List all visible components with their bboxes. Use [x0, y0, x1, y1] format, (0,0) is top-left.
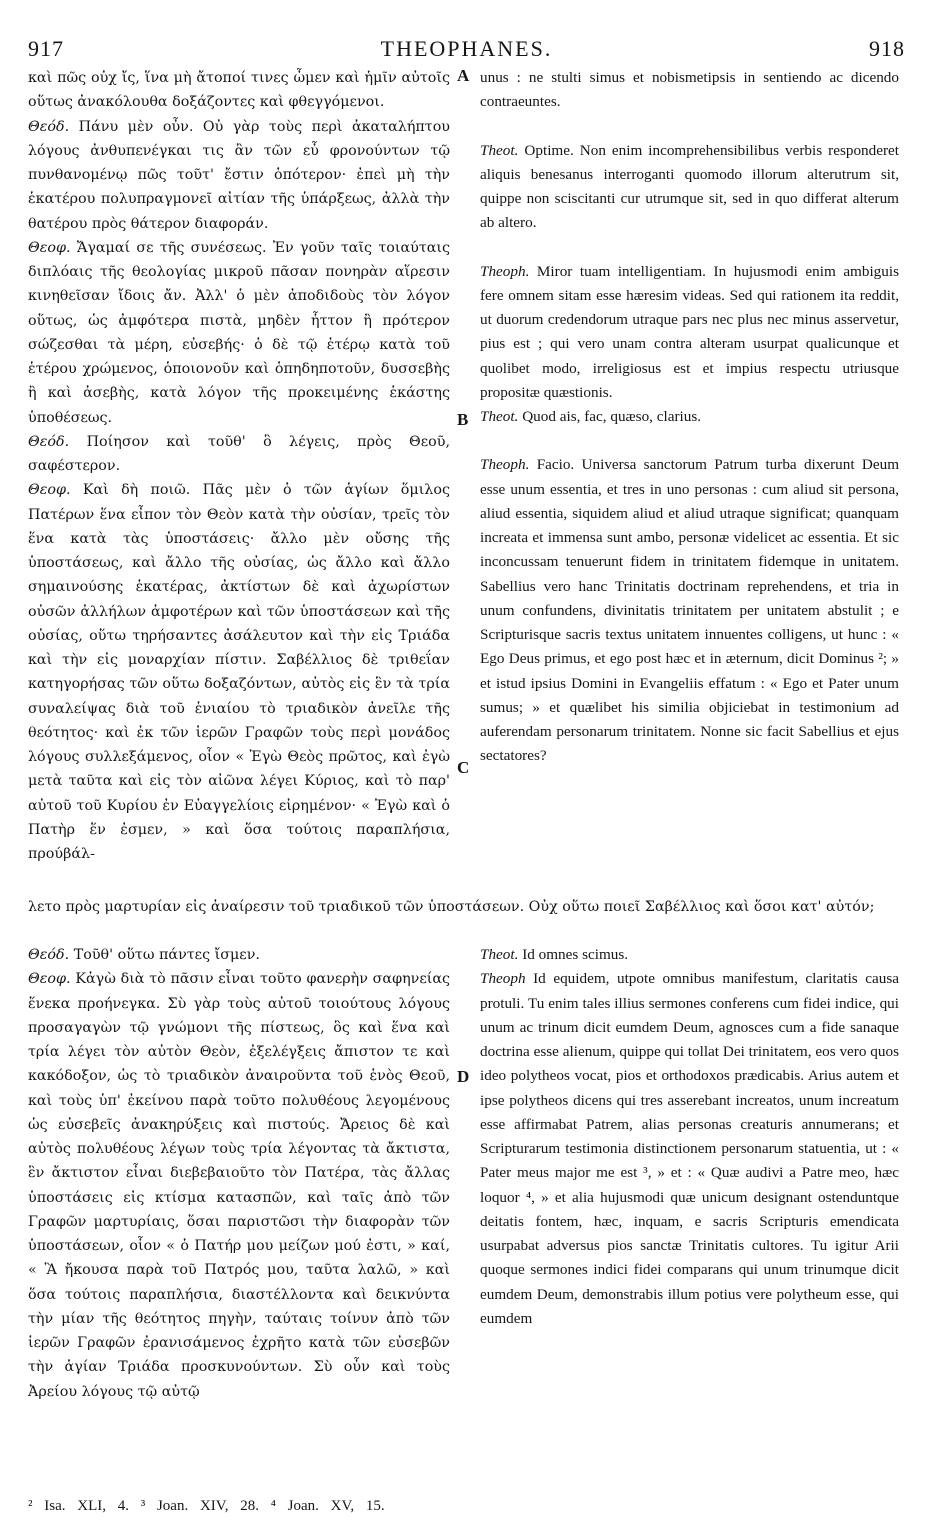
page-number-right: 918 [869, 36, 905, 61]
speaker-label: Theoph. [480, 262, 530, 280]
speaker-label: Θεόδ. [28, 433, 70, 450]
latin-paragraph: Id equidem, utpote omnibus manifestum, claritatis causa protuli. Tu enim tales illius sermones conferens cum fidei indice, qui unum ac trinum dicit eumdem Deum, agnosces cum a fide sanaque doctrina esse alienum, quippe qui tollat Dei trinitatem, eos vero quos ideo polytheos vocat, pios et orthodoxos prædicabis. Arius autem et ipse polytheos dicens qui tres asserebant increatos, unum increatum esse affirmabat Patrem, alias personas creaturis annumerans; et Scripturarum testimonia distinctionem personarum statuentia, ut : « Pater meus major me est ³, » et : « Quæ audivi a Patre meo, hæc loquor ⁴, » et alia hujusmodi quæ unicum designant ostenduntque deitatis fontem, hæc, inquam, e sacris Scripturis emendicata usurpabat adversus pios sanctæ Trinitatis cultores. Tu igitur Arii quoque sermones indici fidei comparans qui unum trinumque dicit eumdem Deum, demonstrabis illum potius vere polytheum esse, qui eumdem [480, 970, 899, 1327]
latin-column-upper [480, 66, 899, 769]
greek-full-width-line: λετο πρὸς μαρτυρίαν εἰς ἀναίρεσιν τοῦ τριαδικοῦ τῶν ὑποστάσεων. Οὐχ οὕτω ποιεῖ Σαβέλλιος καὶ ὅσοι κατ' αὐτόν; [28, 899, 875, 915]
speaker-label: Θεόδ. [28, 947, 70, 963]
speaker-label: Θεοφ. [28, 239, 71, 256]
page-header [28, 28, 905, 68]
footnotes: ² Isa. XLI, 4. ³ Joan. XIV, 28. ⁴ Joan. XV, 15. [28, 1498, 385, 1514]
section-marker-a: A [457, 66, 470, 85]
section-marker-d: D [457, 1067, 470, 1086]
speaker-label: Θεοφ. [28, 971, 71, 988]
section-marker-c: C [457, 758, 470, 777]
latin-paragraph: Optime. Non enim incomprehensibilibus verbis responderet aliquis benesanus interroganti quomodo illorum alterutrum sit, quippe non sciscitanti cur utrumque sit, sed in quo differat alterum ab altero. [480, 141, 899, 232]
speaker-label: Theot. [480, 408, 519, 425]
speaker-label: Θεοφ. [28, 482, 71, 499]
latin-paragraph: Quod ais, fac, quæso, clarius. [522, 408, 702, 425]
greek-column-lower [28, 943, 450, 1404]
speaker-label: Theot. [480, 141, 519, 159]
page-number-left: 917 [28, 36, 64, 61]
latin-column-lower [480, 943, 899, 1331]
greek-paragraph: καὶ πῶς οὐχ ἴς, ἵνα μὴ ἄτοποί τινες ὦμεν καὶ ἡμῖν αὐτοῖς οὕτως ἀνακόλουθα δοξάζοντες καὶ φθεγγόμενοι. [28, 70, 450, 111]
greek-paragraph: Καὶ δὴ ποιῶ. Πᾶς μὲν ὁ τῶν ἁγίων ὅμιλος Πατέρων ἕνα εἶπον τὸν Θεὸν κατὰ τὴν οὐσίαν, τρεῖς τὸν ἕνα κατὰ τὰς ὑποστάσεις· ἄλλο μὲν οὔσης τῆς ὑποστάσεως, καὶ ἄλλο τῆς οὐσίας, ὡς ἄλλο καὶ ἄλλο σημαινούσης ἑκατέρας, ἀκτίστων δὲ καὶ ἀχωρίστων οὐσῶν ἀλλήλων ἀμφοτέρων καὶ τῶν ὑποστάσεων καὶ τῆς οὐσίας, οὕτω τηρήσαντες ἀσάλευτον καὶ τὴν εἰς Τριάδα καὶ τὴν εἰς μοναρχίαν πίστιν. Σαβέλλιος δὲ τριθεΐαν κατηγορήσας τῶν οὕτω δοξαζόντων, αὐτὸς εἰς ἓν τὰ τρία συναλείψας διὰ τοῦ ἑνιαίου τὸ τριαδικὸν ἀνεῖλε τῆς θεότητος· καὶ ἐκ τῶν ἱερῶν Γραφῶν τοὺς περὶ μονάδος λόγους συλλεξάμενος, οἷον « Ἐγὼ Θεὸς πρῶτος, καὶ ἐγὼ μετὰ ταῦτα καὶ εἰς τὸν αἰῶνα λέγει Κύριος, καὶ τὸ παρ' αὐτοῦ τοῦ Κυρίου ἐν Εὐαγγελίοις εἰρημένον· « Ἐγὼ καὶ ὁ Πατὴρ ἕν ἐσμεν, » καὶ ὅσα τούτοις παραπλήσια, προύβάλ- [28, 482, 450, 862]
greek-paragraph: Κἀγὼ διὰ τὸ πᾶσιν εἶναι τοῦτο φανερὴν σαφηνείας ἕνεκα προήνεγκα. Σὺ γὰρ τοὺς αὐτοῦ τοιούτους λόγους προσαγαγὼν τῷ γνώμονι τῆς πίστεως, ὃς καὶ ἕνα καὶ τρία λέγει τὸν αὐτὸν Θεὸν, ἐξελέγξεις ἄπιστον τε καὶ κακόδοξον, ὡς τὸ τριαδικὸν ἀναιροῦντα τοῦ ἑνὸς Θεοῦ, καὶ τοὺς ὑπ' ἐκείνου παρὰ τοῦτο πολυθέους λεγομένους ὡς εὐσεβεῖς ἀνακηρύξεις καὶ πιστούς. Ἄρειος δὲ καὶ αὐτὸς πολυθέους λέγων τοὺς τρία λέγοντας τὰ ἄκτιστα, ἓν ἄκτιστον εἶναι διεβεβαιοῦτο τὸν Πατέρα, τὰς ἄλλας ὑποστάσεις εἰς κτίσμα κατασπῶν, καὶ ταῖς ἀπὸ τῶν Γραφῶν μαρτυρίαις, ὅσαι παριστῶσι τὴν διαφορὰν τῶν ὑποστάσεων, οἷον « ὁ Πατήρ μου μείζων μού ἐστι, » καί, « Ἃ ἤκουσα παρὰ τοῦ Πατρός μου, ταῦτα λαλῶ, » καὶ ὅσα τούτοις παραπλήσια, διαστέλλοντα καὶ δεικνύντα τὴν μίαν τῆς θεότητος πηγὴν, ταύταις τοίνυν ἀπὸ τῶν ἱερῶν Γραφῶν ἐρανισάμενος ἐχρῆτο κατὰ τῶν εὐσεβῶν τὴν ἁγίαν Τριάδα προσκυνούντων. Σὺ οὖν καὶ τοὺς Ἀρείου λόγους τῷ αὐτῷ [28, 971, 451, 1400]
section-marker-b: B [457, 410, 469, 429]
latin-paragraph: Miror tuam intelligentiam. In hujusmodi enim ambiguis fere omnem sitam esse hæresim videas. Sed qui rationem ita reddit, ut duorum credendorum utraque pars nec plus nec minus asservetur, pius est ; qui vero unam contra alteram usurpat qualicunque et quolibet modo, irreligiosus est et impius respectu utriusque propositæ quæstionis. [480, 262, 900, 401]
latin-paragraph: Id omnes scimus. [522, 946, 629, 963]
greek-paragraph: Ποίησον καὶ τοῦθ' ὃ λέγεις, πρὸς Θεοῦ, σαφέστερον. [28, 433, 450, 474]
greek-paragraph: Πάνυ μὲν οὖν. Οὐ γὰρ τοὺς περὶ ἀκαταλήπτου λόγους ἀνθυπενέγκαι τις ἂν τῶν εὖ φρονούντων τῷ πυνθανομένῳ πῶς τοῦτ' ἔστιν ὁπότερον· ἐπεὶ μὴ τὴν ἑκατέρου πολυπραγμονεῖ αἰτίαν τῆς ὑπάρξεως, ἀλλὰ τὴν θατέρου πρὸς θάτερον διαφοράν. [28, 118, 451, 232]
speaker-label: Theoph [480, 970, 526, 988]
speaker-label: Θεόδ. [28, 118, 70, 135]
running-title: THEOPHANES. [380, 36, 553, 61]
speaker-label: Theot. [480, 946, 519, 963]
greek-paragraph: Τοῦθ' οὕτω πάντες ἴσμεν. [73, 947, 260, 963]
greek-paragraph: Ἄγαμαί σε τῆς συνέσεως. Ἐν γοῦν ταῖς τοιαύταις διπλόαις τῆς θεολογίας μικροῦ πᾶσαν πονηρὰν αἵρεσιν κινηθεῖσαν ἴδοις ἄν. Ἀλλ' ὁ μὲν ἀποδιδοὺς τὸν λόγον οὕτως, ὡς ἀμφότερα πιστὰ, μηδὲν ἧττον ἢ πρότερον σώζεσθαι τὰ μέρη, εὐσεβής· ὁ δὲ τῷ ἑτέρῳ κατὰ τοῦ ἑτέρου χρώμενος, ὁποιονοῦν καὶ ὁπηδηποτοῦν, δυσσεβὴς ἢ καὶ ἀσεβὴς, κατὰ λόγον τῆς προκειμένης ἑκάστης ὑποθέσεως. [28, 239, 450, 426]
speaker-label: Theoph. [480, 456, 530, 474]
greek-column-upper [28, 66, 450, 866]
latin-paragraph: unus : ne stulti simus et nobismetipsis in sentiendo ac dicendo contraeuntes. [480, 69, 899, 111]
latin-paragraph: Facio. Universa sanctorum Patrum turba dixerunt Deum esse unum essentia, et tres in uno personas : cum aliud sit persona, aliud essentia, siquidem aliud et aliud utraque significat; quanquam increata et immensa sunt ambo, personæ videlicet ac essentia. Et sic inconcussam tenuerunt fidem in trinitatem fidemque in unitatem. Sabellius vero hanc Trinitatis doctrinam reprehendens, et tria in unum confundens, divinitatis trinitatem per unitatem abstulit ; e Scripturisque sacris textus unitatem innuentes colligens, ut hunc : « Ego Deus primus, et ego post hæc et in æternum, dicit Dominus ²; » et istud ipsius Domini in Evangeliis effatum : « Ego et Pater unum sumus; » et quælibet his similia objiciebat in testimonium ad auferendam personarum trinitatem. Nonne sic facit Sabellius et ejus sectatores? [480, 456, 900, 765]
